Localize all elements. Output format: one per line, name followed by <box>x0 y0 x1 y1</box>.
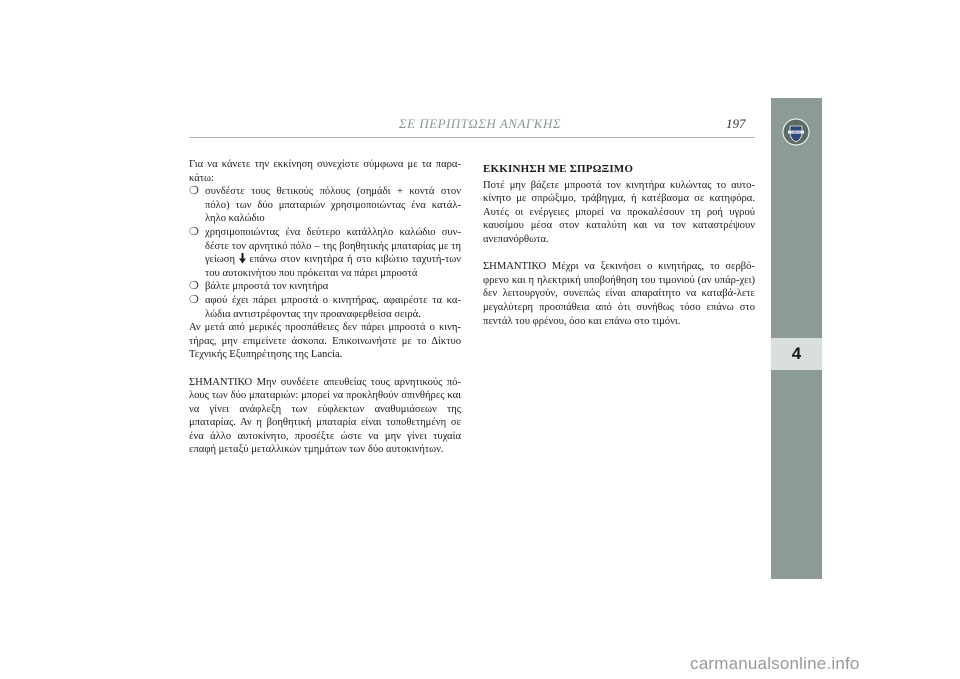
section-title-header: ΣΕ ΠΕΡΙΠΤΩΣΗ ΑΝΑΓΚΗΣ <box>398 116 562 131</box>
list-item: ❍ αφού έχει πάρει μπροστά ο κινητήρας, αφαιρέστε τα κα-λώδια αντιστρέφοντας την προαναφερθείσα σειρά. <box>189 293 461 320</box>
list-item: ❍ συνδέστε τους θετικούς πόλους (σημάδι + κοντά στον πόλο) των δύο μπαταριών χρησιμοποιώντας ένα κατάλ-ληλο καλώδιο <box>189 185 461 225</box>
ground-symbol-icon <box>239 253 246 264</box>
bullet-circle-icon: ❍ <box>189 280 199 293</box>
steps-list <box>189 185 461 321</box>
watermark: carmanualsonline.info <box>690 654 860 673</box>
chapter-tab: 4 <box>771 338 822 370</box>
list-item: ❍ βάλτε μπροστά τον κινητήρα <box>189 280 329 293</box>
right-column <box>483 163 755 328</box>
push-start-heading: ΕΚΚΙΝΗΣΗ ΜΕ ΣΠΡΩΞΙΜΟ <box>483 163 634 175</box>
bullet-circle-icon: ❍ <box>189 185 199 198</box>
list-item: ❍ χρησιμοποιώντας ένα δεύτερο κατάλληλο καλώδιο συν-δέστε τον αρνητικό πόλο – της βοηθητικής μπαταρίας με τη γείωση επάνω στον κινητήρα ή στο κιβώτιο ταχυτή-των του αυτοκινήτου που πρόκειται να πάρει μπροστά <box>189 225 462 279</box>
left-column <box>189 158 461 457</box>
svg-text:LANCIA: LANCIA <box>791 131 801 134</box>
page-number: 197 <box>726 116 746 131</box>
push-start-warning: ΣΗΜΑΝΤΙΚΟ Μέχρι να ξεκινήσει ο κινητήρας, το σερβό-φρενο και η ηλεκτρική υποβοήθηση του τιμονιού (αν υπάρ-χει) δεν λειτουργούν, συνεπώς είναι απαραίτητο να καταβά-λετε μεγαλύτερη προσπάθεια από ότι συνήθως τόσο επάνω στο πεντάλ του φρένου, όσο και επάνω στο τιμόνι. <box>483 261 755 327</box>
bullet-circle-icon: ❍ <box>189 293 199 306</box>
header-divider <box>189 137 755 138</box>
bullet-circle-icon: ❍ <box>189 225 199 238</box>
intro-paragraph: Για να κάνετε την εκκίνηση συνεχίστε σύμφωνα με τα παρα-κάτω: <box>189 159 461 184</box>
retry-paragraph: Αν μετά από μερικές προσπάθειες δεν πάρει μπροστά ο κινη-τήρας, μην επιμείνετε άσκοπα. Επικοινωνήστε με το Δίκτυο Τεχνικής Εξυπηρέτησης της Lancia. <box>189 322 461 361</box>
lancia-shield-icon <box>782 118 810 146</box>
warning-paragraph: ΣΗΜΑΝΤΙΚΟ Μην συνδέετε απευθείας τους αρνητικούς πό-λους των δύο μπαταριών: μπορεί να προκληθούν σπινθήρες και να γίνει ανάφλεξη των εύφλεκτων αναθυμιάσεων της μπαταρίας. Αν η βοηθητική μπαταρία είναι τοποθετημένη σε ένα άλλο αυτοκίνητο, προσέξτε ώστε να μην γίνει τυχαία επαφή μεταξύ μεταλλικών τμημάτων των δύο αυτοκινήτων. <box>189 376 461 456</box>
push-start-paragraph: Ποτέ μην βάζετε μπροστά τον κινητήρα κυλώντας το αυτο-κίνητο με σπρώξιμο, τράβηγμα, ή κατέβασμα σε κατηφόρα. Αυτές οι ενέργειες μπορεί να προκαλέσουν τη ροή υγρού καυσίμου μέσα στον καταλύτη και να τον καταστρέψουν ανεπανόρθωτα. <box>483 179 755 245</box>
